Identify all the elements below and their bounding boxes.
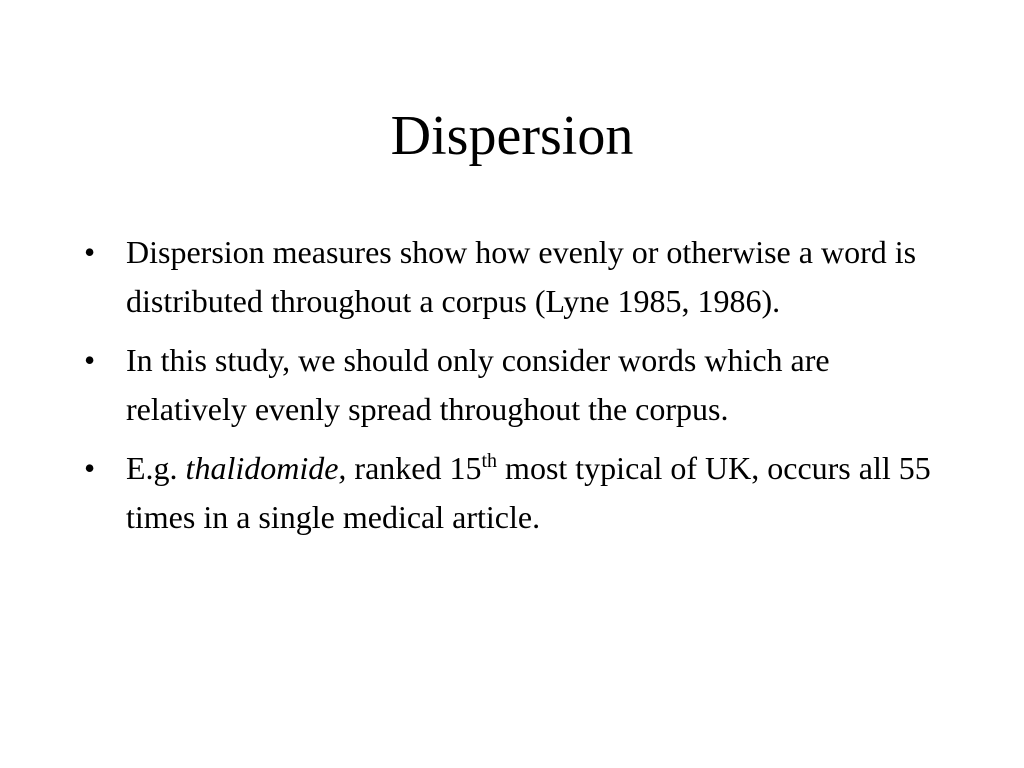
bullet-text-prefix: E.g.: [126, 450, 186, 486]
bullet-item: [84, 228, 944, 326]
bullet-icon: •: [84, 450, 96, 486]
bullet-text: In this study, we should only consider words which are relatively evenly spread throughout the corpus.: [126, 342, 830, 427]
bullet-item: [84, 444, 944, 542]
bullet-icon: •: [84, 234, 96, 270]
slide-title: Dispersion: [390, 105, 634, 167]
ordinal-superscript: th: [481, 450, 498, 472]
bullet-text: [126, 450, 931, 535]
italic-term: thalidomide,: [185, 450, 347, 486]
bullet-text-suffix: most typical of UK, occurs all 55 times in a single medical article.: [126, 450, 931, 535]
bullet-icon: •: [84, 342, 96, 378]
bullet-list: [84, 228, 944, 552]
bullet-text: Dispersion measures show how evenly or otherwise a word is distributed throughout a corpus (Lyne 1985, 1986).: [126, 234, 917, 319]
bullet-item: [84, 336, 944, 434]
bullet-text-middle: ranked 15: [346, 450, 482, 486]
